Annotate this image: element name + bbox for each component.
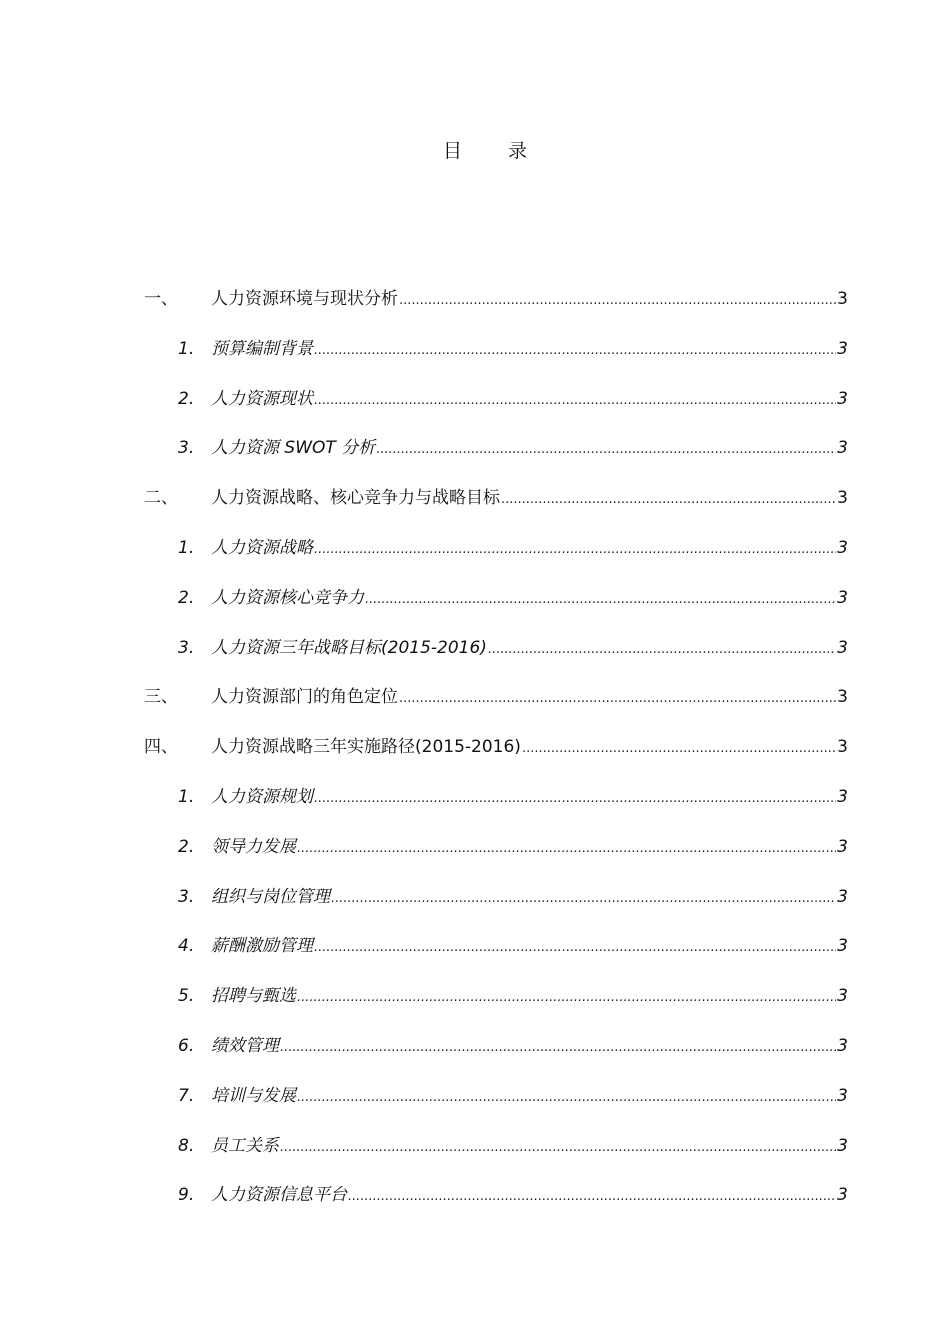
- toc-entry[interactable]: [0, 628, 950, 678]
- toc-entry-line: [211, 727, 848, 769]
- toc-entry-line: [211, 379, 848, 421]
- toc-entry-page-number: 3: [837, 587, 848, 608]
- toc-entry-line: [211, 478, 848, 520]
- toc-entry-title: 预算编制背景: [211, 338, 313, 359]
- toc-entry-title: 员工关系: [211, 1135, 279, 1156]
- toc-entry-title: 人力资源战略三年实施路径(2015-2016): [211, 737, 521, 758]
- toc-entry[interactable]: [0, 827, 950, 877]
- toc-entry-line: [211, 976, 848, 1018]
- toc-entry-title: 人力资源核心竞争力: [211, 587, 364, 608]
- toc-dot-leader: [297, 1078, 836, 1118]
- toc-entry-line: [211, 677, 848, 719]
- toc-entry[interactable]: [0, 1026, 950, 1076]
- toc-entry-title: 培训与发展: [211, 1085, 296, 1106]
- toc-entry-line: [211, 1175, 848, 1217]
- toc-dot-leader: [488, 630, 836, 670]
- toc-entry-page-number: 3: [837, 388, 848, 409]
- toc-dot-leader: [297, 829, 836, 869]
- toc-entry-title: 薪酬激励管理: [211, 936, 313, 957]
- toc-entry-number: 9.: [178, 1185, 195, 1206]
- toc-entry-page-number: 3: [837, 986, 848, 1007]
- toc-title: 目 录: [442, 140, 548, 162]
- toc-entry-page-number: 3: [837, 786, 848, 807]
- toc-entry-title: 人力资源规划: [211, 786, 313, 807]
- toc-entry-page-number: 3: [837, 886, 848, 907]
- toc-entry-number: 6.: [178, 1035, 195, 1056]
- toc-entry[interactable]: [0, 677, 950, 727]
- toc-entry-number: 2.: [178, 587, 195, 608]
- toc-entry-title: 组织与岗位管理: [211, 886, 330, 907]
- toc-entry[interactable]: [0, 329, 950, 379]
- toc-entry-number: 8.: [178, 1135, 195, 1156]
- toc-entry-number: 一、: [144, 289, 178, 309]
- toc-entry-page-number: 3: [837, 1185, 848, 1206]
- toc-entry-line: [211, 578, 848, 620]
- toc-entry[interactable]: [0, 428, 950, 478]
- toc-dot-leader: [314, 779, 836, 819]
- toc-dot-leader: [331, 879, 836, 919]
- toc-entry-number: 3.: [178, 886, 195, 907]
- toc-dot-leader: [399, 679, 836, 719]
- toc-dot-leader: [399, 281, 836, 321]
- toc-entry-number: 三、: [144, 687, 178, 708]
- toc-entry[interactable]: [0, 1126, 950, 1176]
- toc-entry-number: 4.: [178, 936, 195, 957]
- toc-entry-number: 2.: [178, 388, 195, 409]
- toc-entry-line: [211, 329, 848, 371]
- toc-dot-leader: [376, 430, 836, 470]
- toc-entry-page-number: 3: [837, 438, 848, 459]
- toc-entry-number: 3.: [178, 637, 195, 658]
- toc-entry-title: 人力资源信息平台: [211, 1185, 347, 1206]
- toc-dot-leader: [314, 381, 836, 421]
- toc-entry-title: 人力资源环境与现状分析: [211, 289, 398, 309]
- toc-entry-title: 人力资源战略、核心竞争力与战略目标: [211, 488, 500, 509]
- toc-entry-page-number: 3: [837, 537, 848, 558]
- toc-entry[interactable]: [0, 777, 950, 827]
- toc-entry-line: [211, 777, 848, 819]
- toc-entry-line: [211, 877, 848, 919]
- toc-entry-title: 绩效管理: [211, 1035, 279, 1056]
- toc-entry-page-number: 3: [837, 289, 848, 309]
- toc-entry-line: [211, 279, 848, 321]
- toc-entry-line: [211, 1076, 848, 1118]
- toc-entry-number: 1.: [178, 786, 195, 807]
- toc-entry[interactable]: [0, 379, 950, 429]
- toc-entry[interactable]: [0, 279, 950, 329]
- toc-entry-page-number: 3: [837, 1035, 848, 1056]
- toc-dot-leader: [314, 530, 836, 570]
- toc-entry-page-number: 3: [837, 737, 848, 758]
- table-of-contents: [0, 279, 950, 1225]
- toc-entry-number: 2.: [178, 836, 195, 857]
- toc-entry-page-number: 3: [837, 687, 848, 708]
- toc-entry[interactable]: [0, 478, 950, 528]
- toc-entry-title: 人力资源三年战略目标(2015-2016): [211, 637, 487, 658]
- toc-entry-number: 7.: [178, 1085, 195, 1106]
- toc-entry[interactable]: [0, 528, 950, 578]
- toc-entry-page-number: 3: [837, 936, 848, 957]
- toc-entry[interactable]: [0, 926, 950, 976]
- toc-entry-title: 招聘与甄选: [211, 986, 296, 1007]
- toc-dot-leader: [297, 978, 836, 1018]
- toc-dot-leader: [501, 480, 836, 520]
- toc-entry-line: [211, 428, 848, 470]
- toc-dot-leader: [522, 729, 836, 769]
- toc-entry-number: 1.: [178, 537, 195, 558]
- toc-entry-number: 四、: [144, 737, 178, 758]
- toc-entry[interactable]: [0, 1175, 950, 1225]
- toc-entry-page-number: 3: [837, 836, 848, 857]
- toc-entry-line: [211, 528, 848, 570]
- toc-entry-number: 3.: [178, 438, 195, 459]
- toc-entry[interactable]: [0, 877, 950, 927]
- toc-dot-leader: [280, 1128, 836, 1168]
- toc-dot-leader: [365, 580, 836, 620]
- toc-entry-number: 5.: [178, 986, 195, 1007]
- toc-entry-title: 人力资源战略: [211, 537, 313, 558]
- toc-entry[interactable]: [0, 976, 950, 1026]
- toc-entry-line: [211, 827, 848, 869]
- toc-dot-leader: [280, 1028, 836, 1068]
- toc-dot-leader: [314, 331, 836, 371]
- toc-dot-leader: [348, 1177, 836, 1217]
- toc-entry-line: [211, 926, 848, 968]
- toc-entry-line: [211, 628, 848, 670]
- toc-entry-page-number: 3: [837, 1135, 848, 1156]
- toc-entry-title: 人力资源部门的角色定位: [211, 687, 398, 708]
- toc-entry[interactable]: [0, 578, 950, 628]
- toc-dot-leader: [314, 928, 836, 968]
- toc-entry-line: [211, 1026, 848, 1068]
- toc-entry-page-number: 3: [837, 1085, 848, 1106]
- toc-entry-number: 1.: [178, 338, 195, 359]
- toc-entry-page-number: 3: [837, 488, 848, 509]
- toc-entry[interactable]: [0, 727, 950, 777]
- toc-entry-title: 领导力发展: [211, 836, 296, 857]
- toc-entry-title: 人力资源 SWOT 分析: [211, 438, 376, 459]
- toc-entry-page-number: 3: [837, 338, 848, 359]
- toc-entry-line: [211, 1126, 848, 1168]
- toc-entry-page-number: 3: [837, 637, 848, 658]
- toc-entry-title: 人力资源现状: [211, 388, 313, 409]
- toc-entry[interactable]: [0, 1076, 950, 1126]
- toc-entry-number: 二、: [144, 488, 178, 509]
